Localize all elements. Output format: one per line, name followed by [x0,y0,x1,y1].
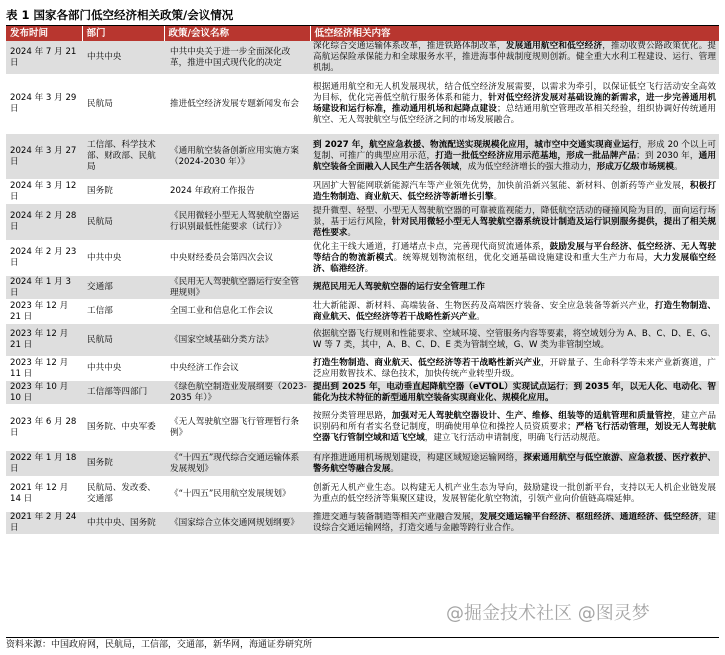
content-text: 。 [673,162,683,172]
table-row [6,276,719,300]
content-text: ，建设综合交通运输网络，打造交通与金融等跨行业合作。 [313,512,716,533]
cell-department: 民航局 [82,75,164,134]
cell-department: 民航局、发改委、交通部 [82,477,164,512]
table-row [6,41,719,75]
cell-policy: 《无人驾驶航空器飞行管理暂行条例》 [164,405,310,451]
policy-table [6,26,720,535]
cell-department: 中共中央 [82,241,164,276]
cell-policy: 《民用微轻小型无人驾驶航空器运行识别最低性能要求（试行）》 [164,204,310,241]
content-highlight: 规范民用无人驾驶航空器的运行安全管理工作 [313,282,485,292]
cell-date: 2024 年 1 月 3 日 [6,276,82,300]
cell-policy: 2024 年政府工作报告 [164,180,310,204]
cell-content [310,241,719,276]
cell-date: 2023 年 12 月 11 日 [6,357,82,381]
table-row [6,357,719,381]
content-highlight: 发展交通运输平台经济、枢纽经济、通道经济、低空经济 [479,512,699,522]
cell-content [310,405,719,451]
table-row [6,180,719,204]
content-highlight: 针对低空经济发展对基础设施的新需求，进一步完善通用机场建设和运行标准，推动通用机场和起降点建设 [313,93,716,114]
cell-date: 2021 年 2 月 24 日 [6,512,82,535]
content-highlight: 探索通用航空与低空旅游、应急救援、医疗救护、警务航空等融合发展 [313,452,716,474]
content-highlight: 打造生物制造、商业航天、低空经济等若干战略性新兴产业 [313,300,716,322]
header-policy: 政策/会议名称 [164,26,310,41]
cell-policy: 《“十四五”现代综合交通运输体系发展规划》 [164,451,310,477]
content-highlight: 形成万亿级市场规模 [596,162,674,172]
cell-department: 民航局 [82,324,164,357]
content-text: ，建立飞行活动申请制度，明确飞行活动规范。 [424,433,606,443]
content-highlight: 到 2027 年，航空应急救援、物流配送实现规模化应用，城市空中交通实现商业运行 [313,140,639,150]
cell-department: 国务院、中央军委 [82,405,164,451]
cell-content [310,41,719,75]
content-highlight: 提出到 2025 年，电动垂直起降航空器（eVTOL）实现试点运行 [313,381,565,392]
table-row [6,324,719,357]
cell-department: 中共中央 [82,357,164,381]
cell-policy: 《国家综合立体交通网规划纲要》 [164,512,310,535]
content-highlight: 大力发展临空经济、临港经济 [313,252,716,274]
table-row [6,477,719,512]
cell-content [310,75,719,134]
content-text: ，成为低空经济增长的强大推动力， [459,162,597,172]
table-row [6,134,719,180]
cell-content [310,477,719,512]
cell-content [310,324,719,357]
cell-date: 2024 年 7 月 21 日 [6,41,82,75]
table-row [6,512,719,535]
content-text: 壮大新能源、新材料、高端装备、生物医药及高端医疗装备、安全应急装备等新兴产业， [313,300,655,311]
cell-department: 工信部等四部门 [82,381,164,405]
cell-date: 2022 年 1 月 18 日 [6,451,82,477]
content-text: 推进交通与装备制造等相关产业融合发展， [313,512,480,522]
cell-policy: 《民用无人驾驶航空器运行安全管理规则》 [164,276,310,300]
content-highlight: 加强对无人驾驶航空器设计、生产、维修、组装等的适航管理和质量管控 [391,411,673,421]
cell-policy: 中央经济工作会议 [164,357,310,381]
content-highlight: 打造生物制造、商业航天、低空经济等若干战略性新兴产业 [313,357,541,368]
cell-department: 交通部 [82,276,164,300]
cell-department: 工信部、科学技术部、财政部、民航局 [82,134,164,180]
cell-date: 2024 年 3 月 12 日 [6,180,82,204]
cell-date: 2023 年 6 月 28 日 [6,405,82,451]
content-text: 。 [347,227,356,238]
content-text: 深化综合交通运输体系改革，推进铁路体制改革， [313,41,506,51]
header-date: 发布时间 [6,26,82,41]
table-row [6,75,719,134]
content-text: 根据通用航空和无人机发展现状，结合低空经济发展需要，以需求为牵引，以保证低空飞行活动安全高效为目标，优化完善低空航行服务体系和能力， [313,82,716,103]
cell-policy: 中共中央关于进一步全面深化改革，推进中国式现代化的决定 [164,41,310,75]
cell-department: 中共中央、国务院 [82,512,164,535]
cell-content [310,451,719,477]
cell-policy: 《通用航空装备创新应用实施方案（2024-2030 年）》 [164,134,310,180]
cell-content [310,134,719,180]
content-text: 优化主干线大通道，打通堵点卡点，完善现代商贸流通体系， [313,241,550,252]
content-text: ，推动收费公路政策优化。提高航运保险承保能力和全球服务水平，推进海事仲裁制度规则创新。健全重大水利工程建设、运行、管理机制。 [313,41,716,73]
cell-policy: 《“十四五”民用航空发展规划》 [164,477,310,512]
watermark: @掘金技术社区 @图灵梦 [446,603,650,624]
cell-policy: 中央财经委员会第四次会议 [164,241,310,276]
table-row [6,241,719,276]
content-text: 。 [476,311,485,322]
table-title: 表 1 国家各部门低空经济相关政策/会议情况 [6,8,234,22]
cell-department: 中共中央 [82,41,164,75]
content-text: 。 [493,191,503,202]
footer-rule [6,637,719,638]
cell-content [310,381,719,405]
cell-content [310,276,719,300]
cell-policy: 全国工业和信息化工作会议 [164,300,310,324]
cell-policy: 推进低空经济发展专题新闻发布会 [164,75,310,134]
content-text: 按照分类管理思路， [313,411,392,421]
content-text: ； [564,381,574,392]
cell-date: 2023 年 10 月 10 日 [6,381,82,405]
cell-date: 2023 年 12 月 21 日 [6,324,82,357]
content-text: 创新无人机产业生态。以构建无人机产业生态为导向，鼓励建设一批创新平台，支持以无人机企业链发展为重点的低空经济等集聚区建设，发展智能化航空物流，引领产业向价值链高端延伸。 [313,483,716,504]
content-text: 依据航空器飞行规则和性能要求、空域环境、空管服务内容等要素，将空域划分为 A、B、C、D、E、G、W 等 7 类，其中，A、B、C、D、E 类为管制空域，G、W 类为非管制空域。 [313,329,716,350]
cell-content [310,180,719,204]
cell-department: 国务院 [82,180,164,204]
content-highlight: 严格飞行活动管理，划设无人驾驶航空器飞行管制空域和适飞空域 [313,422,716,443]
content-text: ；总结通用航空管理改革相关经验，组织协调好传统通用航空、无人驾驶航空与低空经济之间的市场发展融合。 [313,104,716,125]
table-body [6,41,719,535]
cell-date: 2024 年 2 月 23 日 [6,241,82,276]
content-text: ，形成 20 个以上可复制、可推广的典型应用示范， [313,140,717,161]
content-highlight: 针对民用微轻小型无人驾驶航空器系统设计制造及运行识别服务提供，提出了相关规范性要求 [313,216,716,238]
cell-policy: 《国家空域基础分类方法》 [164,324,310,357]
cell-content [310,300,719,324]
content-highlight: 积极打造生物制造、商业航天、低空经济等新增长引擎 [313,180,716,202]
content-text: 巩固扩大智能网联新能源汽车等产业领先优势，加快前沿新兴氢能、新材料、创新药等产业发展， [313,180,690,191]
cell-policy: 《绿色航空制造业发展纲要（2023-2035 年）》 [164,381,310,405]
cell-date: 2024 年 3 月 27 日 [6,134,82,180]
cell-department: 民航局 [82,204,164,241]
cell-department: 国务院 [82,451,164,477]
content-text: ，建立产品识别码和所有者实名登记制度，明确使用单位和操控人员资质要求； [313,411,716,432]
table-row [6,204,719,241]
table-row [6,451,719,477]
content-highlight: 通用航空装备全面融入人民生产生活各领域 [313,151,716,172]
table-row [6,300,719,324]
content-text: 。统筹规划物流枢纽，优化交通基础设施建设和重大生产力布局， [393,252,654,263]
header-content: 低空经济相关内容 [310,26,719,41]
content-highlight: 发展通用航空和低空经济 [505,41,603,51]
cell-date: 2024 年 2 月 28 日 [6,204,82,241]
content-text: ，开辟量子、生命科学等未来产业新赛道，广泛应用数智技术、绿色技术，加快传统产业转型升级。 [313,357,716,379]
cell-content [310,357,719,381]
source-note: 资料来源：中国政府网，民航局，工信部，交通部，新华网，海通证券研究所 [6,640,313,650]
cell-content [310,512,719,535]
content-text: 有序推进通用机场规划建设，构建区域短途运输网络， [313,452,524,463]
content-highlight: 打造一批低空经济应用示范基地，形成一批品牌产品 [435,151,637,161]
cell-content [310,204,719,241]
cell-date: 2023 年 12 月 21 日 [6,300,82,324]
table-row [6,405,719,451]
table-row [6,381,719,405]
content-text: 。 [390,463,399,474]
content-text: 提升微型、轻型、小型无人驾驶航空器的可靠被监视能力，降低航空活动的碰撞风险为目的，面向运行场景，基于运行风险， [313,205,716,227]
content-highlight: 到 2035 年，以无人化、电动化、智能化为技术特征的新型通用航空装备实现商业化、规模化应用。 [313,381,716,403]
cell-date: 2024 年 3 月 29 日 [6,75,82,134]
header-department: 部门 [82,26,164,41]
cell-department: 工信部 [82,300,164,324]
content-highlight: 鼓励发展与平台经济、低空经济、无人驾驶等结合的物流新模式 [313,241,716,263]
cell-date: 2021 年 12 月 14 日 [6,477,82,512]
content-text: 。 [364,263,374,274]
content-text: ；到 2030 年， [636,151,699,161]
table-header-row [6,26,719,41]
